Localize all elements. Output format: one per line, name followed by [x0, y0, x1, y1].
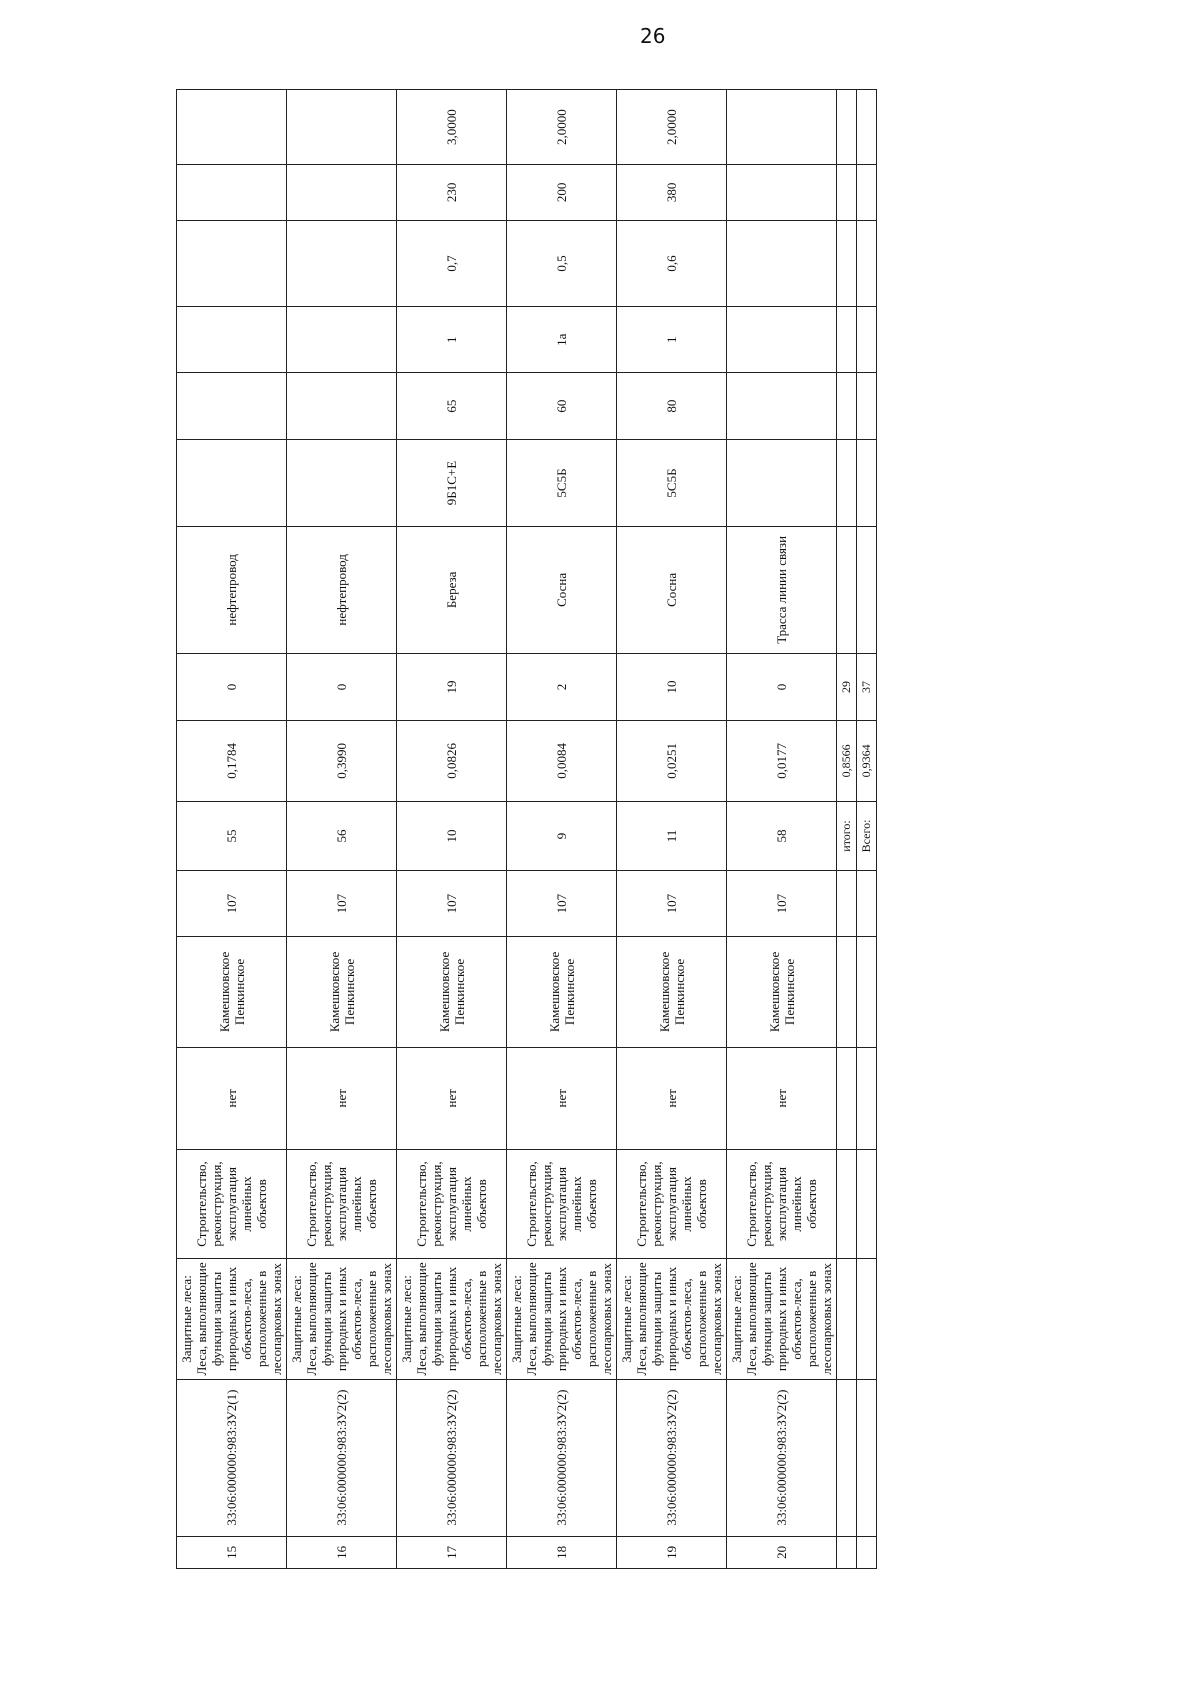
empty-cell [837, 440, 857, 527]
stock-per-ha: 380 [617, 165, 727, 220]
page-number: 26 [640, 24, 666, 48]
unit-number: 2 [507, 653, 617, 720]
density-value [287, 220, 397, 307]
stand-composition: 9Б1С+Е [397, 440, 507, 527]
empty-cell [857, 1047, 877, 1149]
empty-cell [837, 1379, 857, 1536]
stock-total [177, 90, 287, 165]
density-value: 0,5 [507, 220, 617, 307]
empty-cell [837, 165, 857, 220]
forest-category: Защитные леса: Леса, выполняющие функции защиты природных и иных объектов-леса, расположенные в лесопарковых зонах [507, 1259, 617, 1379]
stand-composition: 5С5Б [617, 440, 727, 527]
plot-number: 58 [727, 801, 837, 870]
flag-value: нет [397, 1047, 507, 1149]
unit-number: 0 [727, 653, 837, 720]
forestry-name: Камешковское Пенкинское [507, 937, 617, 1048]
forest-category: Защитные леса: Леса, выполняющие функции защиты природных и иных объектов-леса, расположенные в лесопарковых зонах [617, 1259, 727, 1379]
flag-value: нет [507, 1047, 617, 1149]
forest-plots-table [176, 89, 877, 1569]
flag-value: нет [727, 1047, 837, 1149]
empty-cell [857, 1149, 877, 1259]
table-row [507, 90, 617, 1569]
quarter-number: 107 [287, 871, 397, 937]
site-class: 1 [397, 307, 507, 373]
stock-per-ha: 230 [397, 165, 507, 220]
empty-cell [837, 1047, 857, 1149]
total-row [857, 90, 877, 1569]
area-value: 0,1784 [177, 720, 287, 801]
empty-cell [837, 1536, 857, 1568]
area-value: 0,0177 [727, 720, 837, 801]
empty-cell [857, 373, 877, 440]
age-value: 65 [397, 373, 507, 440]
cadastral-number: 33:06:000000:983:ЗУ2(2) [397, 1379, 507, 1536]
area-value: 0,0084 [507, 720, 617, 801]
cadastral-number: 33:06:000000:983:ЗУ2(2) [507, 1379, 617, 1536]
table-row [397, 90, 507, 1569]
empty-cell [857, 937, 877, 1048]
usage-purpose: Строительство, реконструкция, эксплуатация линейных объектов [727, 1149, 837, 1259]
area-value: 0,0826 [397, 720, 507, 801]
total-unit: 37 [857, 653, 877, 720]
table-row [177, 90, 287, 1569]
subtotal-row [837, 90, 857, 1569]
stock-per-ha [287, 165, 397, 220]
stand-composition: 5С5Б [507, 440, 617, 527]
row-number: 18 [507, 1536, 617, 1568]
total-label: Всего: [857, 801, 877, 870]
quarter-number: 107 [397, 871, 507, 937]
usage-purpose: Строительство, реконструкция, эксплуатация линейных объектов [617, 1149, 727, 1259]
quarter-number: 107 [727, 871, 837, 937]
table-row [617, 90, 727, 1569]
empty-cell [857, 526, 877, 653]
object-type: Сосна [617, 526, 727, 653]
rotated-table-container [176, 89, 873, 1569]
empty-cell [857, 440, 877, 527]
usage-purpose: Строительство, реконструкция, эксплуатация линейных объектов [177, 1149, 287, 1259]
unit-number: 0 [177, 653, 287, 720]
row-number: 20 [727, 1536, 837, 1568]
age-value [727, 373, 837, 440]
area-value: 0,3990 [287, 720, 397, 801]
cadastral-number: 33:06:000000:983:ЗУ2(2) [287, 1379, 397, 1536]
empty-cell [837, 871, 857, 937]
stock-per-ha [727, 165, 837, 220]
empty-cell [857, 1259, 877, 1379]
forestry-name: Камешковское Пенкинское [177, 937, 287, 1048]
table-row [727, 90, 837, 1569]
subtotal-unit: 29 [837, 653, 857, 720]
empty-cell [857, 307, 877, 373]
unit-number: 0 [287, 653, 397, 720]
density-value: 0,6 [617, 220, 727, 307]
stand-composition [727, 440, 837, 527]
stock-total [287, 90, 397, 165]
age-value [287, 373, 397, 440]
empty-cell [837, 526, 857, 653]
density-value: 0,7 [397, 220, 507, 307]
row-number: 15 [177, 1536, 287, 1568]
row-number: 16 [287, 1536, 397, 1568]
forest-category: Защитные леса: Леса, выполняющие функции защиты природных и иных объектов-леса, расположенные в лесопарковых зонах [397, 1259, 507, 1379]
stand-composition [177, 440, 287, 527]
cadastral-number: 33:06:000000:983:ЗУ2(2) [727, 1379, 837, 1536]
forestry-name: Камешковское Пенкинское [397, 937, 507, 1048]
empty-cell [837, 220, 857, 307]
empty-cell [837, 1149, 857, 1259]
age-value: 80 [617, 373, 727, 440]
stock-total [727, 90, 837, 165]
plot-number: 55 [177, 801, 287, 870]
site-class [287, 307, 397, 373]
flag-value: нет [617, 1047, 727, 1149]
plot-number: 11 [617, 801, 727, 870]
cadastral-number: 33:06:000000:983:ЗУ2(2) [617, 1379, 727, 1536]
object-type: Сосна [507, 526, 617, 653]
object-type: Трасса линии связи [727, 526, 837, 653]
flag-value: нет [287, 1047, 397, 1149]
density-value [727, 220, 837, 307]
stock-total: 2,0000 [507, 90, 617, 165]
empty-cell [857, 220, 877, 307]
stock-total: 2,0000 [617, 90, 727, 165]
stock-per-ha [177, 165, 287, 220]
cadastral-number: 33:06:000000:983:ЗУ2(1) [177, 1379, 287, 1536]
forestry-name: Камешковское Пенкинское [727, 937, 837, 1048]
empty-cell [857, 871, 877, 937]
total-area: 0,9364 [857, 720, 877, 801]
forestry-name: Камешковское Пенкинское [617, 937, 727, 1048]
age-value [177, 373, 287, 440]
subtotal-label: итого: [837, 801, 857, 870]
site-class: 1 [617, 307, 727, 373]
plot-number: 10 [397, 801, 507, 870]
subtotal-area: 0,8566 [837, 720, 857, 801]
unit-number: 10 [617, 653, 727, 720]
quarter-number: 107 [617, 871, 727, 937]
quarter-number: 107 [507, 871, 617, 937]
empty-cell [857, 165, 877, 220]
area-value: 0,0251 [617, 720, 727, 801]
usage-purpose: Строительство, реконструкция, эксплуатация линейных объектов [397, 1149, 507, 1259]
forest-category: Защитные леса: Леса, выполняющие функции защиты природных и иных объектов-леса, расположенные в лесопарковых зонах [727, 1259, 837, 1379]
empty-cell [857, 1379, 877, 1536]
density-value [177, 220, 287, 307]
quarter-number: 107 [177, 871, 287, 937]
site-class [727, 307, 837, 373]
forestry-name: Камешковское Пенкинское [287, 937, 397, 1048]
empty-cell [837, 307, 857, 373]
flag-value: нет [177, 1047, 287, 1149]
object-type: нефтепровод [177, 526, 287, 653]
empty-cell [837, 937, 857, 1048]
usage-purpose: Строительство, реконструкция, эксплуатация линейных объектов [507, 1149, 617, 1259]
stock-total: 3,0000 [397, 90, 507, 165]
object-type: Береза [397, 526, 507, 653]
row-number: 17 [397, 1536, 507, 1568]
stand-composition [287, 440, 397, 527]
stock-per-ha: 200 [507, 165, 617, 220]
unit-number: 19 [397, 653, 507, 720]
empty-cell [837, 90, 857, 165]
site-class: 1а [507, 307, 617, 373]
empty-cell [837, 1259, 857, 1379]
forest-category: Защитные леса: Леса, выполняющие функции защиты природных и иных объектов-леса, расположенные в лесопарковых зонах [287, 1259, 397, 1379]
row-number: 19 [617, 1536, 727, 1568]
empty-cell [857, 90, 877, 165]
empty-cell [857, 1536, 877, 1568]
site-class [177, 307, 287, 373]
empty-cell [837, 373, 857, 440]
object-type: нефтепровод [287, 526, 397, 653]
plot-number: 56 [287, 801, 397, 870]
forest-category: Защитные леса: Леса, выполняющие функции защиты природных и иных объектов-леса, расположенные в лесопарковых зонах [177, 1259, 287, 1379]
table-row [287, 90, 397, 1569]
usage-purpose: Строительство, реконструкция, эксплуатация линейных объектов [287, 1149, 397, 1259]
plot-number: 9 [507, 801, 617, 870]
age-value: 60 [507, 373, 617, 440]
